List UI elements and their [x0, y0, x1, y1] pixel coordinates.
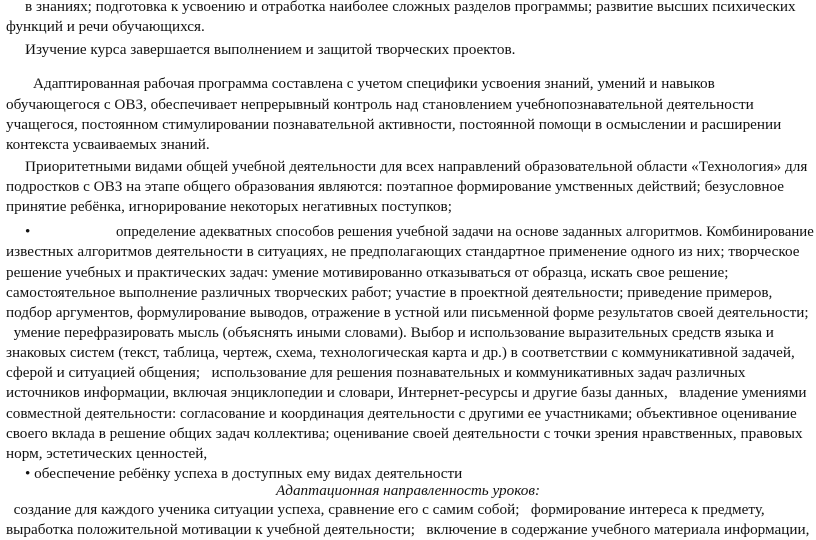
text-line: выработка положительной мотивации к учебной деятельности; включение в содержание учебного материала информации, [6, 521, 810, 538]
text-line: подростков с ОВЗ на этапе общего образования являются: поэтапное формирование умственных действий; безусловное [6, 178, 785, 195]
text-line: учащегося, постоянном стимулировании познавательной активности, постоянной помощи в осмыслении и расширении [6, 116, 782, 133]
text-line: известных алгоритмов деятельности в ситуациях, не предполагающих стандартное применение одного из них; творческое [6, 243, 800, 260]
text-line: Адаптированная рабочая программа составлена с учетом специфики усвоения знаний, умений и навыков [33, 75, 715, 92]
text-line: самостоятельное выполнение различных творческих работ; участие в проектной деятельности; приведение примеров, [6, 284, 773, 301]
text-line: в знаниях; подготовка к усвоению и отработка наиболее сложных разделов программы; развитие высших психических [25, 0, 796, 15]
text-line: норм, эстетических ценностей, [6, 445, 208, 462]
text-line: совместной деятельности: согласование и координация деятельности с другими ее участниками; объективное оценивание [6, 405, 797, 422]
text-line: обучающегося с ОВЗ, обеспечивает непрерывный контроль над становлением учебнопознавательной деятельности [6, 96, 754, 113]
text-line: Приоритетными видами общей учебной деятельности для всех направлений образовательной области «Технология» для [25, 158, 808, 175]
text-line: функций и речи обучающихся. [6, 18, 205, 35]
text-line: • обеспечение ребёнку успеха в доступных ему видах деятельности [25, 465, 463, 482]
text-line: контекста усваиваемых знаний. [6, 136, 210, 153]
bullet-marker: • [25, 223, 31, 240]
text-line: умение перефразировать мысль (объяснять иными словами). Выбор и использование выразительных средств языка и [6, 324, 774, 341]
text-line: Изучение курса завершается выполнением и защитой творческих проектов. [25, 41, 516, 58]
text-line: принятие ребёнка, игнорирование некоторых негативных поступков; [6, 198, 452, 215]
text-line: определение адекватных способов решения учебной задачи на основе заданных алгоритмов. Комбинирование [116, 223, 814, 240]
text-line: сферой и ситуацией общения; использование для решения познавательных и коммуникативных задач различных [6, 364, 746, 381]
section-heading: Адаптационная направленность уроков: [275, 482, 541, 499]
text-line: решение учебных и практических задач: умение мотивированно отказываться от образца, искать свое решение; [6, 264, 729, 281]
text-line: создание для каждого ученика ситуации успеха, сравнение его с самим собой; формирование интереса к предмету, [6, 501, 765, 518]
text-line: подбор аргументов, формулирование выводов, отражение в устной или письменной форме результатов своей деятельности; [6, 304, 809, 321]
text-line: знаковых систем (текст, таблица, чертеж, схема, технологическая карта и др.) в соответствии с коммуникативной задачей, [6, 344, 795, 361]
text-line: источников информации, включая энциклопедии и словари, Интернет-ресурсы и другие базы данных, владение умениями [6, 384, 807, 401]
text-line: своего вклада в решение общих задач коллектива; оценивание своей деятельности с точки зрения нравственных, правовых [6, 425, 803, 442]
